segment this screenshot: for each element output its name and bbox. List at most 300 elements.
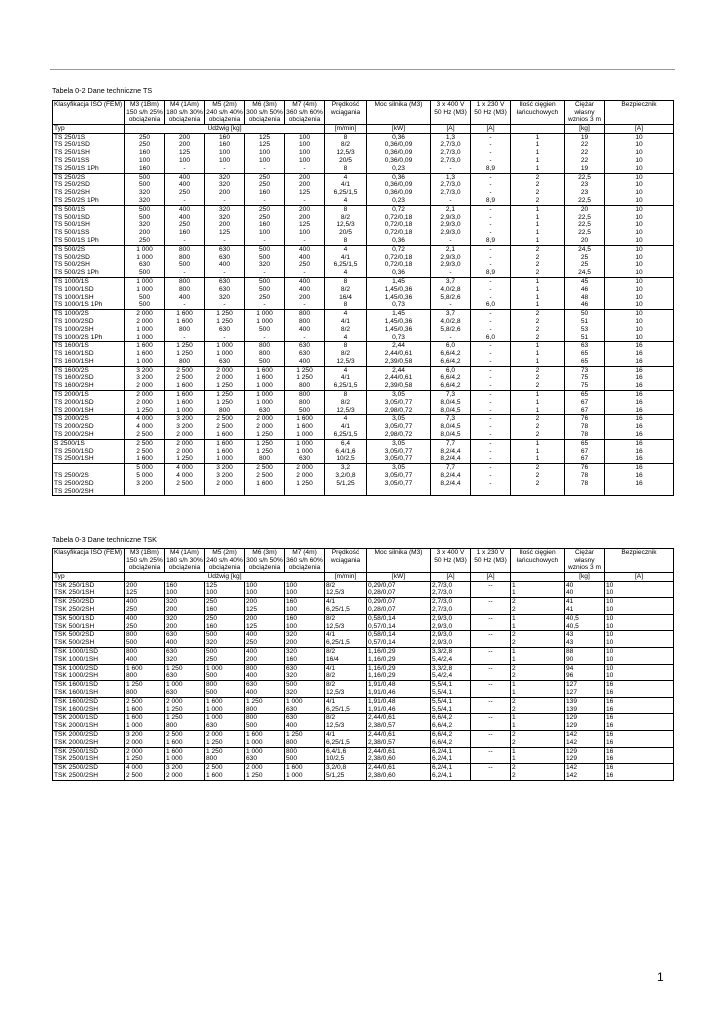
table-cell: 6,2/4,1 [431,764,471,772]
table-cell: 16 [605,681,674,689]
table-cell: 10 [605,197,674,205]
model-group [53,598,674,615]
table-cell: 6,2/4,1 [431,772,471,780]
table-cell: - [471,439,511,447]
table-cell: 6,6/4,2 [431,730,471,738]
table-cell: 8,9 [471,269,511,277]
table-cell: 100 [285,606,325,614]
table-cell: -- [471,714,511,722]
table-cell: 0,36 [367,269,431,277]
table-cell: 160 [125,149,165,157]
model-group [53,342,674,366]
table-row [53,269,674,277]
table-cell: 200 [125,229,165,237]
table-cell: 1 [511,342,565,350]
table-cell: 500 [125,205,165,213]
table-row [53,455,674,463]
table-cell: 2 500 [125,439,165,447]
table-cell: 1 250 [125,407,165,415]
table-cell: 400 [165,639,205,647]
table-cell: 16 [605,407,674,415]
table-cell: 630 [245,755,285,763]
table-cell: 2 000 [125,747,165,755]
table-cell: 40 [565,589,605,597]
table-row [53,697,674,705]
table-cell: -- [471,614,511,622]
table-cell: 320 [285,689,325,697]
model-name-cell: TS 250/2S [53,173,125,181]
table-cell: 1 [511,205,565,213]
table-cell: 320 [165,614,205,622]
table-cell: 1 [511,391,565,399]
table-cell: 2 000 [205,374,245,382]
table-cell: 2,98/0,72 [367,407,431,415]
model-group [53,464,674,496]
table-row [53,448,674,456]
table-cell: 125 [205,229,245,237]
table-cell: 500 [245,358,285,366]
table-cell: 2 500 [245,472,285,480]
table-cell: - [245,237,285,245]
table-cell: 160 [285,598,325,606]
table-cell: 16 [605,415,674,423]
table-cell: 1 000 [165,755,205,763]
table-cell: 25 [565,261,605,269]
table-cell: 630 [285,664,325,672]
table-cell: 16 [605,755,674,763]
table-cell: 22,5 [565,229,605,237]
table-cell: 2 000 [125,310,165,318]
table-cell: 16/4 [325,294,367,302]
table-cell: 129 [565,755,605,763]
model-group [53,631,674,648]
table-cell: 500 [245,326,285,334]
table-cell: 3,05/0,77 [367,455,431,463]
table-cell: 10 [605,606,674,614]
model-name-cell: TS 1000/2S 1Ph [53,334,125,342]
model-name-cell: TS 250/1SD [53,141,125,149]
table-row [53,614,674,622]
model-group [53,310,674,342]
table-cell: 2,1 [431,245,471,253]
table-cell: 1 000 [125,722,165,730]
table-cell: 1,45/0,36 [367,326,431,334]
table-cell: 160 [205,606,245,614]
table-cell: 2,98/0,72 [367,431,431,439]
table-cell: 43 [565,639,605,647]
table-cell: 3,05/0,77 [367,423,431,431]
table-cell: - [165,301,205,309]
table-cell: 1 600 [125,714,165,722]
table-cell: 10 [605,623,674,631]
table-cell: 6,25/1,5 [325,639,367,647]
model-name-cell: TSK 1600/2SH [53,706,125,714]
table-cell: 1 [511,747,565,755]
table-row [53,464,674,472]
table-cell: 1,3 [431,173,471,181]
table-cell: 22,5 [565,214,605,222]
table-cell: 250 [125,133,165,141]
table-row [53,189,674,197]
table-cell: 1 000 [165,407,205,415]
table-cell: 8 [325,342,367,350]
table-cell: 2 [511,310,565,318]
table-row [53,366,674,374]
table-cell: 630 [245,681,285,689]
table-cell: 16 [605,423,674,431]
table-cell: 12,5/3 [325,722,367,730]
table-cell: 2,44/0,61 [367,730,431,738]
table-cell: 5,4/2,4 [431,672,471,680]
table-cell: 2 000 [245,764,285,772]
table-cell: 800 [205,755,245,763]
table-row [53,439,674,447]
table-cell: 1 000 [285,697,325,705]
table-cell: 1,45/0,36 [367,318,431,326]
table-cell: 2 [511,697,565,705]
model-name-cell: TS 2500/1SD [53,448,125,456]
table-cell: 200 [165,623,205,631]
table-row [53,334,674,342]
model-name-cell: TS 500/2SH [53,261,125,269]
table-cell: -- [471,647,511,655]
table-cell: 800 [165,254,205,262]
table-row [53,714,674,722]
table-row [53,254,674,262]
table-cell: 1 250 [285,374,325,382]
table-cell: 8,2/4,4 [431,448,471,456]
table-cell: 8,0/4,5 [431,399,471,407]
table-cell: - [471,472,511,480]
table-cell: 2 000 [205,730,245,738]
model-name-cell: S 2500/1S [53,439,125,447]
column-header: M6 (3m) 300 s/h 50% obciążenia [246,101,283,124]
table-cell: 500 [205,631,245,639]
table-cell [165,488,205,496]
table-cell: 250 [205,656,245,664]
table-cell: 2 000 [165,439,205,447]
table-cell: 320 [165,598,205,606]
table-cell: 41 [565,598,605,606]
table-cell: 1 [511,358,565,366]
table-cell: 12,5/3 [325,221,367,229]
table-cell: 160 [285,656,325,664]
table-cell: - [431,301,471,309]
table-row [53,237,674,245]
table-cell: 250 [125,623,165,631]
table-cell: 4/1 [325,598,367,606]
column-header: Bezpiecznik [605,549,674,573]
table-cell: 1 600 [165,391,205,399]
table-cell: 800 [125,631,165,639]
table-row [53,681,674,689]
table-cell: 10 [605,261,674,269]
table-cell: 3,3/2,8 [431,647,471,655]
table-cell: 2,9/3,0 [431,261,471,269]
table-cell [511,488,565,496]
table-cell: 8/2 [325,326,367,334]
model-name-cell: TS 500/2S [53,245,125,253]
table-cell: 320 [285,647,325,655]
table-cell: 125 [125,589,165,597]
table-header [53,101,674,134]
table-cell: 1 250 [245,448,285,456]
table-cell: 2 000 [245,423,285,431]
table-row [53,277,674,285]
table-cell: 6,6/4,2 [431,358,471,366]
table-cell: 160 [165,581,205,589]
table-cell: 67 [565,455,605,463]
table-row [53,301,674,309]
table-cell: - [245,301,285,309]
table-cell: 1 000 [245,739,285,747]
table-cell: 90 [565,656,605,664]
table-cell: 1 600 [205,439,245,447]
table-cell: 125 [165,149,205,157]
table-cell: 320 [205,639,245,647]
table-cell: 6,0 [431,342,471,350]
table-cell: 10 [605,639,674,647]
table-cell: 1 000 [125,286,165,294]
table-row [53,205,674,213]
table-cell: 12,5/3 [325,689,367,697]
table-cell: 2,7/3,0 [431,606,471,614]
table-cell: 2 000 [125,382,165,390]
table-cell: -- [471,681,511,689]
table-cell: 45 [565,277,605,285]
table-row [53,598,674,606]
table-cell: 5,5/4,1 [431,681,471,689]
table-cell: -- [471,747,511,755]
table-cell: 320 [285,672,325,680]
table-cell: 2 [511,423,565,431]
model-name-cell: TS 1600/1SD [53,350,125,358]
table-cell: - [471,310,511,318]
table-row [53,157,674,165]
column-header: M5 (2m) 240 s/h 40% obciążenia [206,101,243,124]
table-cell: 10 [605,310,674,318]
table-cell: 10 [605,205,674,213]
table-cell: 2,44/0,61 [367,350,431,358]
model-name-cell: TS 500/1S 1Ph [53,237,125,245]
table-row [53,589,674,597]
table-cell: 5,4/2,4 [431,656,471,664]
table-cell: 3 200 [165,423,205,431]
table-cell: 400 [245,672,285,680]
table-cell: 1 600 [165,382,205,390]
table-cell: 5 000 [125,464,165,472]
model-name-cell: TS 500/2S 1Ph [53,269,125,277]
table-cell: 78 [565,480,605,488]
table-cell: 1 250 [205,399,245,407]
table-row [53,764,674,772]
table-row [53,318,674,326]
table-cell: 100 [245,149,285,157]
model-group [53,245,674,277]
table-cell: 4 000 [125,764,165,772]
table-cell: 2 [511,197,565,205]
table-cell: - [245,165,285,173]
table-cell: 1 000 [245,382,285,390]
table-cell: 19 [565,165,605,173]
table-cell: 10 [605,157,674,165]
table-cell: 10 [605,656,674,664]
model-name-cell: TS 500/1SH [53,221,125,229]
table-cell: 2,38/0,60 [367,772,431,780]
table-cell: 4/1 [325,730,367,738]
table-cell: 1 600 [165,399,205,407]
table-row [53,133,674,141]
column-header: M7 (4m) 360 s/h 60% obciążenia [286,549,323,572]
table-cell: 2,9/3,0 [431,254,471,262]
table-cell: 1,45 [367,277,431,285]
table-cell: 200 [205,221,245,229]
model-name-cell: TSK 1000/2SH [53,672,125,680]
table-cell: 16 [605,464,674,472]
table-cell: 100 [205,589,245,597]
table-cell: 8/2 [325,399,367,407]
table-row [53,647,674,655]
table-cell: 76 [565,415,605,423]
table-cell: 2 [511,261,565,269]
table-cell: - [471,229,511,237]
table-cell: 1 000 [125,277,165,285]
table-cell: - [471,382,511,390]
table-cell: 8,0/4,5 [431,431,471,439]
table-cell: 0,23 [367,197,431,205]
table-cell: 630 [285,455,325,463]
table-cell: 2 [511,764,565,772]
column-header: Ciężar własny wznios 3 m [565,549,605,573]
table-cell: 1 [511,350,565,358]
table-cell: 500 [245,277,285,285]
table-cell: 22 [565,141,605,149]
table-cell: 1 [511,221,565,229]
current-unit-1ph: [A] [471,572,511,581]
table-cell: 0,72 [367,205,431,213]
table-cell: - [471,326,511,334]
table-cell: 8,0/4,5 [431,423,471,431]
table-cell: 1 600 [285,415,325,423]
table-cell: 20/5 [325,229,367,237]
table-cell: 10 [605,334,674,342]
table-cell: 2,38/0,60 [367,755,431,763]
model-name-cell: TS 2000/1SH [53,407,125,415]
table-cell: 3 200 [125,366,165,374]
table-cell: 800 [165,277,205,285]
table-cell: 800 [285,318,325,326]
model-name-cell: TS 2500/2SD [53,480,125,488]
table-cell: 160 [205,623,245,631]
table-cell: 1 250 [165,714,205,722]
table-cell: - [165,269,205,277]
table-cell: 2 000 [245,415,285,423]
table-cell: 2 [511,334,565,342]
table-cell: 8,0/4,5 [431,407,471,415]
table-cell: 400 [245,647,285,655]
table-row [53,423,674,431]
table-cell: 2,44/0,61 [367,374,431,382]
table-cell: 6,0 [471,301,511,309]
table-cell: - [471,214,511,222]
table-cell: 200 [285,181,325,189]
table-cell: 1 [511,286,565,294]
table-cell: 43 [565,631,605,639]
table-cell: -- [471,730,511,738]
table-cell: 67 [565,407,605,415]
table-cell: 10 [605,181,674,189]
table-cell: 630 [165,672,205,680]
table-cell: - [165,334,205,342]
table-cell: 800 [125,689,165,697]
table-cell: 630 [165,689,205,697]
table-cell: 800 [165,286,205,294]
table-cell: 1 250 [205,739,245,747]
table-cell: 2,39/0,58 [367,358,431,366]
table-cell: 1 250 [125,755,165,763]
table-cell: 41 [565,606,605,614]
table-cell: 100 [125,157,165,165]
table-cell: 1 [511,165,565,173]
table-cell: 6,25/1,5 [325,739,367,747]
table-cell: 4 000 [165,464,205,472]
table-row [53,747,674,755]
table-cell: 2,39/0,58 [367,382,431,390]
table-cell: 2 [511,706,565,714]
column-header: Moc silnika (M3) [367,101,431,125]
model-name-cell: TSK 1000/2SD [53,664,125,672]
table-cell: 10 [605,133,674,141]
table-cell: 0,72/0,18 [367,214,431,222]
table-cell: 200 [245,656,285,664]
table-cell [471,656,511,664]
table-row [53,181,674,189]
table-cell: 12,5/3 [325,358,367,366]
table-row [53,294,674,302]
table-cell: 5,8/2,6 [431,326,471,334]
table-cell: 4 [325,269,367,277]
table-cell: 2 [511,639,565,647]
table-row [53,480,674,488]
table-cell [471,488,511,496]
table-cell: 1 600 [165,747,205,755]
table-cell: 1 000 [245,391,285,399]
table-cell: 500 [125,181,165,189]
table-cell: 100 [245,581,285,589]
model-name-cell: TS 2500/2S [53,472,125,480]
model-group [53,439,674,463]
table-cell: 12,5/3 [325,589,367,597]
table-cell: 320 [285,631,325,639]
table-cell: 1 600 [205,448,245,456]
table-cell: 320 [125,221,165,229]
table-cell: 8 [325,133,367,141]
table-cell: 320 [205,173,245,181]
table-cell: 8/2 [325,286,367,294]
table-ts-specs [52,100,674,496]
table-row [53,261,674,269]
chains-unit [511,572,565,581]
model-name-cell: TS 1000/2SH [53,326,125,334]
table-cell: 16 [605,764,674,772]
column-header: Prędkość wciągania [325,549,367,573]
table-cell: 22,5 [565,173,605,181]
table-cell: 800 [205,407,245,415]
table-cell: 100 [285,581,325,589]
table-cell: 1,16/0,29 [367,656,431,664]
model-name-cell: TS 1000/1S [53,277,125,285]
table-cell: 10 [605,254,674,262]
